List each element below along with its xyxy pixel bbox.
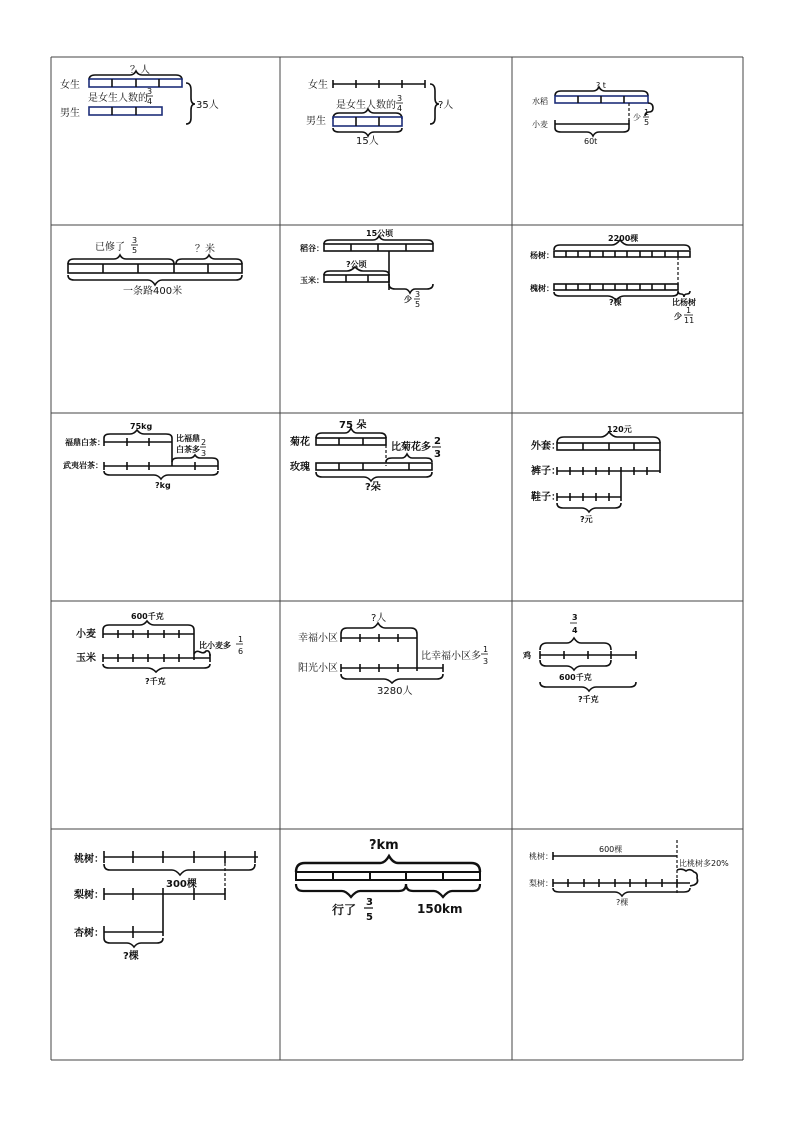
diagram-8-given: 75 朵 bbox=[339, 420, 367, 431]
diagram-7-frac-den: 3 bbox=[201, 449, 207, 458]
diagram-7-compare2: 白茶多 bbox=[176, 445, 200, 454]
diagram-9-bottom-label: 鞋子： bbox=[531, 492, 561, 503]
diagram-7-tea bbox=[63, 422, 218, 490]
diagram-15-given: 600棵 bbox=[599, 845, 623, 854]
diagram-12-frac-den: 4 bbox=[572, 626, 578, 635]
diagram-5-paddy-corn bbox=[299, 228, 433, 309]
diagram-8-frac-den: 3 bbox=[434, 449, 441, 460]
diagram-10-top-label: 小麦 bbox=[76, 629, 96, 640]
diagram-7-given: 75kg bbox=[130, 422, 153, 431]
diagram-6-compare: 比杨树 bbox=[672, 298, 696, 307]
diagram-4-frac-num: 3 bbox=[132, 236, 138, 245]
diagram-9-mid-label: 裤子： bbox=[531, 466, 561, 477]
diagram-10-wheat-corn bbox=[76, 611, 243, 686]
diagram-12-frac-num: 3 bbox=[572, 613, 578, 622]
diagram-7-q: ?kg bbox=[155, 481, 171, 490]
diagram-13-bottom-label: 杏树： bbox=[74, 928, 104, 939]
diagram-5-frac-num: 3 bbox=[415, 290, 421, 299]
diagram-10-given: 600千克 bbox=[131, 612, 164, 621]
diagram-11-communities bbox=[298, 611, 488, 697]
diagram-10-frac-num: 1 bbox=[238, 635, 244, 644]
diagram-1-girls-boys bbox=[60, 63, 219, 124]
diagram-5-frac-den: 5 bbox=[415, 300, 421, 309]
diagram-12-given: 600千克 bbox=[559, 673, 592, 682]
diagram-4-road bbox=[68, 236, 242, 297]
diagram-2-bottom-label: 男生 bbox=[306, 116, 326, 127]
diagram-12-q: ?千克 bbox=[578, 695, 599, 704]
diagram-13-mid-label: 梨树： bbox=[74, 890, 104, 901]
diagram-14-frac-num: 3 bbox=[366, 897, 373, 908]
diagram-2-frac-den: 4 bbox=[397, 104, 403, 113]
diagram-5-given: 15公顷 bbox=[366, 229, 394, 238]
diagram-3-given: 60t bbox=[584, 137, 598, 146]
diagram-4-frac-den: 5 bbox=[132, 246, 138, 255]
diagram-6-frac-num: 1 bbox=[686, 306, 692, 315]
diagram-2-given: 15人 bbox=[356, 136, 379, 147]
diagram-11-top-label: 幸福小区 bbox=[298, 633, 338, 644]
diagram-4-done: 已修了 bbox=[95, 242, 125, 253]
diagram-10-compare: 比小麦多 bbox=[199, 641, 231, 650]
diagram-9-clothes bbox=[531, 424, 660, 524]
diagram-4-total: 一条路400米 bbox=[123, 286, 183, 297]
diagram-8-q: ?朵 bbox=[365, 482, 381, 493]
diagram-2-girls-boys bbox=[306, 78, 453, 147]
diagram-5-bottom-label: 玉米： bbox=[300, 276, 324, 285]
diagram-15-top-label: 桃树： bbox=[529, 852, 553, 861]
diagram-3-less: 少 bbox=[633, 113, 641, 122]
diagram-5-top-label: 稻谷： bbox=[300, 244, 324, 253]
diagram-5-less: 少 bbox=[404, 295, 412, 304]
diagram-8-top-label: 菊花 bbox=[290, 437, 310, 448]
diagram-15-peach-pear bbox=[529, 840, 729, 907]
diagram-14-q: ?km bbox=[369, 838, 399, 853]
diagram-5-q: ?公顷 bbox=[346, 260, 367, 269]
diagram-13-trees bbox=[74, 851, 258, 962]
diagram-6-less: 少 bbox=[674, 312, 682, 321]
diagram-1-bottom-label: 男生 bbox=[60, 108, 80, 119]
diagram-3-top-label: 水稻 bbox=[532, 97, 548, 106]
diagram-6-poplar-locust bbox=[529, 233, 696, 325]
diagram-6-q: ?棵 bbox=[609, 298, 622, 307]
diagram-10-q: ?千克 bbox=[145, 677, 166, 686]
diagram-15-q: ?棵 bbox=[616, 898, 629, 907]
diagram-14-given: 150km bbox=[417, 902, 463, 916]
diagram-2-q: ?人 bbox=[438, 100, 454, 111]
diagram-11-total: 3280人 bbox=[377, 686, 413, 697]
diagram-8-compare: 比菊花多 bbox=[391, 442, 431, 453]
diagram-9-top-label: 外套： bbox=[531, 441, 561, 452]
table-frame bbox=[51, 57, 743, 1060]
diagram-13-top-label: 桃树： bbox=[74, 854, 104, 865]
diagram-1-frac-den: 4 bbox=[147, 97, 153, 106]
diagram-2-top-label: 女生 bbox=[308, 80, 328, 91]
diagram-6-frac-den: 11 bbox=[684, 316, 695, 325]
diagram-3-q: ? t bbox=[596, 81, 606, 90]
diagram-11-q: ?人 bbox=[371, 613, 387, 624]
diagram-15-compare: 比桃树多20% bbox=[679, 859, 729, 868]
diagram-7-bottom-label: 武夷岩茶： bbox=[63, 461, 103, 470]
diagram-4-q: ？米 bbox=[195, 244, 215, 255]
diagram-3-frac-den: 5 bbox=[644, 118, 650, 127]
diagram-11-frac-den: 3 bbox=[483, 657, 489, 666]
diagram-12-top-label: 鸡 bbox=[523, 651, 531, 660]
diagram-9-q: ?元 bbox=[580, 515, 593, 524]
diagram-1-q: ？人 bbox=[130, 65, 150, 76]
diagram-9-given: 120元 bbox=[607, 425, 632, 434]
diagram-2-frac-prefix: 是女生人数的 bbox=[336, 100, 396, 111]
diagram-14-done: 行了 bbox=[332, 903, 357, 917]
diagram-11-compare: 比幸福小区多 bbox=[421, 651, 481, 662]
diagram-2-frac-num: 3 bbox=[397, 94, 403, 103]
diagram-6-given: 2200棵 bbox=[608, 234, 639, 243]
diagram-1-top-label: 女生 bbox=[60, 80, 80, 91]
diagram-12-chicken bbox=[522, 613, 636, 704]
diagram-10-bottom-label: 玉米 bbox=[76, 653, 96, 664]
diagram-15-bottom-label: 梨树： bbox=[529, 879, 553, 888]
diagram-1-frac-prefix: 是女生人数的 bbox=[88, 93, 148, 104]
diagram-7-frac-num: 2 bbox=[201, 438, 207, 447]
diagram-3-bottom-label: 小麦 bbox=[532, 120, 548, 129]
diagram-14-frac-den: 5 bbox=[366, 912, 373, 923]
diagram-6-top-label: 杨树： bbox=[530, 251, 554, 260]
diagram-6-bottom-label: 槐树： bbox=[530, 284, 554, 293]
diagram-8-frac-num: 2 bbox=[434, 436, 441, 447]
diagram-13-given: 300棵 bbox=[166, 879, 197, 890]
diagram-1-total: 35人 bbox=[196, 100, 219, 111]
diagram-11-bottom-label: 阳光小区 bbox=[298, 663, 338, 674]
diagram-3-frac-num: 1 bbox=[644, 108, 650, 117]
diagram-10-frac-den: 6 bbox=[238, 647, 244, 656]
diagram-13-q: ?棵 bbox=[123, 951, 139, 962]
diagram-14-journey bbox=[296, 838, 480, 923]
diagram-8-flowers bbox=[289, 418, 441, 493]
diagram-7-compare1: 比福鼎 bbox=[176, 434, 200, 443]
diagram-11-frac-num: 1 bbox=[483, 645, 489, 654]
diagram-3-rice-wheat bbox=[532, 81, 653, 146]
diagram-8-bottom-label: 玫瑰 bbox=[290, 462, 310, 473]
diagram-1-frac-num: 3 bbox=[147, 87, 153, 96]
diagram-7-top-label: 福鼎白茶： bbox=[65, 438, 105, 447]
